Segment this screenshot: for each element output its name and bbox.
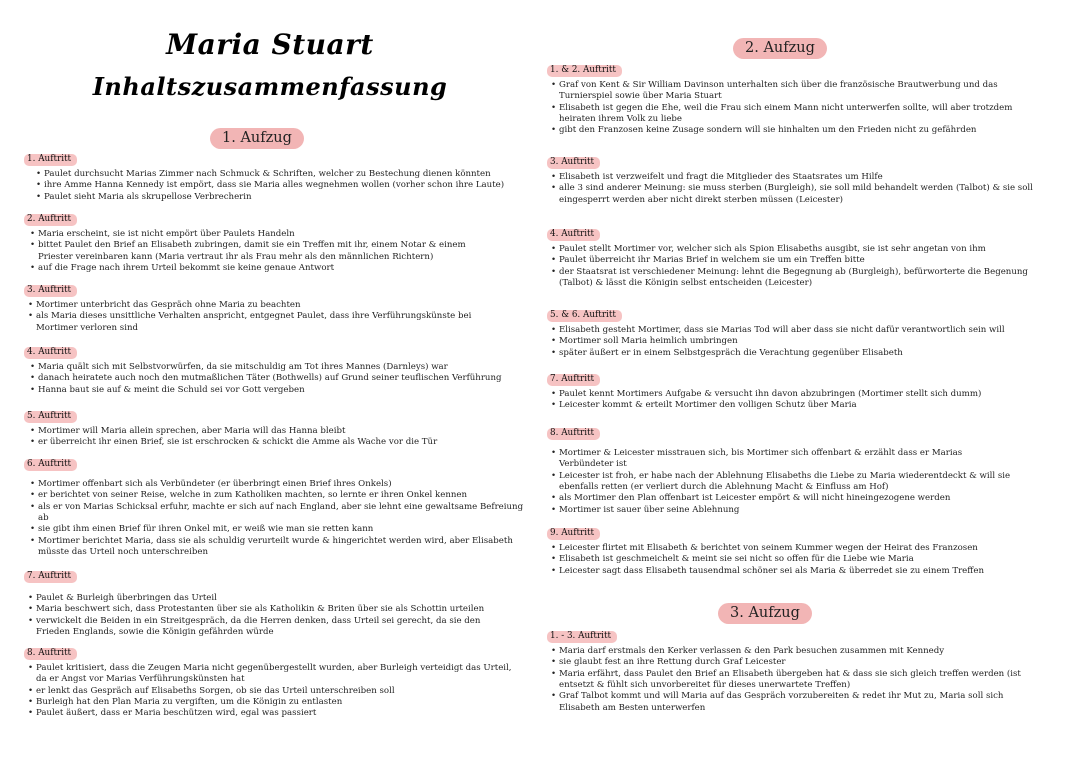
section-heading: 4. Auftritt: [24, 347, 77, 359]
a1-auftritt-2: [24, 214, 484, 274]
list-item: • Mortimer & Leicester misstrauen sich, bis Mortimer sich offenbart & erzählt dass er Marias Verbündeter ist: [547, 448, 1017, 471]
list-item: • Hanna baut sie auf & meint die Schuld sei vor Gott vergeben: [24, 385, 524, 396]
list-item: • später äußert er in einem Selbstgespräch die Verachtung gegenüber Elisabeth: [547, 348, 1047, 359]
a2-auftritt-4: [547, 229, 1047, 289]
section-heading: 6. Auftritt: [24, 459, 77, 471]
aufzug-1-header: 1. Aufzug: [210, 128, 304, 149]
list-item: • er berichtet von seiner Reise, welche in zum Katholiken machten, so lernte er ihren Onkel kennen: [24, 490, 524, 501]
a1-auftritt-7: [24, 571, 514, 638]
list-item: • Paulet äußert, dass er Maria beschützen wird, egal was passiert: [24, 708, 514, 719]
list-item: • Mortimer offenbart sich als Verbündeter (er überbringt einen Brief ihres Onkels): [24, 479, 524, 490]
section-heading: 5. Auftritt: [24, 411, 77, 423]
section-heading: 8. Auftritt: [547, 428, 600, 440]
a2-auftritt-7: [547, 374, 1047, 412]
list-item: • Mortimer ist sauer über seine Ablehnung: [547, 505, 1017, 516]
list-item: • Leicester ist froh, er habe nach der Ablehnung Elisabeths die Liebe zu Maria wiederentdeckt & will sie ebenfalls retten (er verliert durch die Ablehnung Macht & Einfluss am Hof): [547, 471, 1017, 494]
list-item: • Paulet kritisiert, dass die Zeugen Maria nicht gegenübergestellt wurden, aber Burleigh verteidigt das Urteil, da er Angst vor Marias Verführungskünsten hat: [24, 663, 514, 686]
list-item: • Paulet überreicht ihr Marias Brief in welchem sie um ein Treffen bitte: [547, 255, 1047, 266]
a1-auftritt-6: [24, 459, 524, 559]
aufzug-3-header: 3. Aufzug: [718, 603, 812, 624]
list-item: • Leicester kommt & erteilt Mortimer den volligen Schutz über Maria: [547, 400, 1047, 411]
list-item: • Paulet kennt Mortimers Aufgabe & versucht ihn davon abzubringen (Mortimer stellt sich dumm): [547, 389, 1047, 400]
section-heading: 1. - 3. Auftritt: [547, 631, 617, 643]
section-heading: 1. & 2. Auftritt: [547, 65, 622, 77]
list-item: • Elisabeth ist gegen die Ehe, weil die Frau sich einem Mann nicht unterwerfen sollte, will aber trotzdem heiraten ihrem Volk zu liebe: [547, 103, 1037, 126]
a2-auftritt-3: [547, 157, 1047, 206]
section-heading: 7. Auftritt: [24, 571, 77, 583]
a1-auftritt-4: [24, 347, 524, 396]
page-subtitle: Inhaltszusammenfassung: [92, 72, 448, 101]
list-item: • Elisabeth ist geschmeichelt & meint sie sei nicht so offen für die Liebe wie Maria: [547, 554, 1047, 565]
list-item: • als Maria dieses unsittliche Verhalten anspricht, entgegnet Paulet, dass ihre Verführungskünste bei Mortimer verloren sind: [24, 311, 484, 334]
section-heading: 3. Auftritt: [24, 285, 77, 297]
list-item: • Graf von Kent & Sir William Davinson unterhalten sich über die französische Brautwerbung und das Turnierspiel sowie über Maria Stuart: [547, 80, 1037, 103]
a1-auftritt-8: [24, 648, 514, 720]
a1-auftritt-1: [24, 154, 524, 203]
a2-auftritt-5-6: [547, 310, 1047, 359]
list-item: • Mortimer unterbricht das Gespräch ohne Maria zu beachten: [24, 300, 484, 311]
list-item: • sie gibt ihm einen Brief für ihren Onkel mit, er weiß wie man sie retten kann: [24, 524, 524, 535]
section-heading: 5. & 6. Auftritt: [547, 310, 622, 322]
list-item: • Leicester sagt dass Elisabeth tausendmal schöner sei als Maria & überredet sie zu einem Treffen: [547, 566, 1047, 577]
list-item: • Mortimer berichtet Maria, dass sie als schuldig verurteilt wurde & hingerichtet werden wird, aber Elisabeth müsste das Urteil noch unterschreiben: [24, 536, 524, 559]
list-item: • bittet Paulet den Brief an Elisabeth zubringen, damit sie ein Treffen mit ihr, einem Notar & einem Priester vereinbaren kann (Maria vertraut ihr als Frau mehr als den männlichen Richtern): [24, 240, 484, 263]
list-item: • als er von Marias Schicksal erfuhr, machte er sich auf nach England, aber sie lehnt eine gewaltsame Befreiung ab: [24, 502, 524, 525]
list-item: • Paulet & Burleigh überbringen das Urteil: [24, 593, 514, 604]
aufzug-2-header: 2. Aufzug: [733, 38, 827, 59]
list-item: • er lenkt das Gespräch auf Elisabeths Sorgen, ob sie das Urteil unterschreiben soll: [24, 686, 514, 697]
list-item: • Mortimer soll Maria heimlich umbringen: [547, 336, 1047, 347]
a2-auftritt-9: [547, 528, 1047, 577]
list-item: • der Staatsrat ist verschiedener Meinung: lehnt die Begegnung ab (Burgleigh), befürworterte die Begenung (Talbot) & lässt die Königin selbst entscheiden (Leicester): [547, 267, 1047, 290]
list-item: • Paulet sieht Maria als skrupellose Verbrecherin: [24, 192, 524, 203]
list-item: • sie glaubt fest an ihre Rettung durch Graf Leicester: [547, 657, 1037, 668]
section-heading: 7. Auftritt: [547, 374, 600, 386]
list-item: • Maria beschwert sich, dass Protestanten über sie als Katholikin & Briten über sie als Schottin urteilen: [24, 604, 514, 615]
list-item: • Burleigh hat den Plan Maria zu vergiften, um die Königin zu entlasten: [24, 697, 514, 708]
a3-auftritt-1-3: [547, 631, 1037, 714]
list-item: • Paulet durchsucht Marias Zimmer nach Schmuck & Schriften, welcher zu Bestechung dienen könnten: [24, 169, 524, 180]
list-item: • Mortimer will Maria allein sprechen, aber Maria will das Hanna bleibt: [24, 426, 524, 437]
page-title: Maria Stuart: [166, 28, 374, 61]
list-item: • danach heiratete auch noch den mutmaßlichen Täter (Bothwells) auf Grund seiner teuflischen Verführung: [24, 373, 524, 384]
section-heading: 8. Auftritt: [24, 648, 77, 660]
list-item: • Maria erscheint, sie ist nicht empört über Paulets Handeln: [24, 229, 484, 240]
list-item: • Maria erfährt, dass Paulet den Brief an Elisabeth übergeben hat & dass sie sich gleich treffen werden (ist entsetzt & fühlt sich unvorbereitet für dieses unerwartete Treffen): [547, 669, 1037, 692]
section-heading: 1. Auftritt: [24, 154, 77, 166]
list-item: • er überreicht ihr einen Brief, sie ist erschrocken & schickt die Amme als Wache vor die Tür: [24, 437, 524, 448]
list-item: • alle 3 sind anderer Meinung: sie muss sterben (Burgleigh), sie soll mild behandelt werden (Talbot) & sie soll eingesperrt werden aber nicht direkt sterben müssen (Leicester): [547, 183, 1047, 206]
list-item: • Maria darf erstmals den Kerker verlassen & den Park besuchen zusammen mit Kennedy: [547, 646, 1037, 657]
list-item: • auf die Frage nach ihrem Urteil bekommt sie keine genaue Antwort: [24, 263, 484, 274]
list-item: • gibt den Franzosen keine Zusage sondern will sie hinhalten um den Frieden nicht zu gefährden: [547, 125, 1037, 136]
a1-auftritt-5: [24, 411, 524, 449]
list-item: • verwickelt die Beiden in ein Streitgespräch, da die Herren denken, dass Urteil sei gerecht, da sie den Frieden Englands, sowie die Königin gefährden würde: [24, 616, 514, 639]
a2-auftritt-1-2: [547, 65, 1037, 137]
list-item: • Maria quält sich mit Selbstvorwürfen, da sie mitschuldig am Tot ihres Mannes (Darnleys) war: [24, 362, 524, 373]
a2-auftritt-8: [547, 428, 1017, 516]
section-heading: 2. Auftritt: [24, 214, 77, 226]
section-heading: 9. Auftritt: [547, 528, 600, 540]
list-item: • als Mortimer den Plan offenbart ist Leicester empört & will nicht hineingezogene werden: [547, 493, 1017, 504]
list-item: • ihre Amme Hanna Kennedy ist empört, dass sie Maria alles wegnehmen wollen (vorher schon ihre Laute): [24, 180, 524, 191]
section-heading: 3. Auftritt: [547, 157, 600, 169]
section-heading: 4. Auftritt: [547, 229, 600, 241]
list-item: • Graf Talbot kommt und will Maria auf das Gespräch vorzubereiten & redet ihr Mut zu, Maria soll sich Elisabeth am Besten unterwerfen: [547, 691, 1037, 714]
list-item: • Elisabeth gesteht Mortimer, dass sie Marias Tod will aber dass sie nicht dafür verantwortlich sein will: [547, 325, 1047, 336]
list-item: • Paulet stellt Mortimer vor, welcher sich als Spion Elisabeths ausgibt, sie ist sehr angetan von ihm: [547, 244, 1047, 255]
a1-auftritt-3: [24, 285, 484, 334]
list-item: • Elisabeth ist verzweifelt und fragt die Mitglieder des Staatsrates um Hilfe: [547, 172, 1047, 183]
list-item: • Leicester flirtet mit Elisabeth & berichtet von seinem Kummer wegen der Heirat des Franzosen: [547, 543, 1047, 554]
